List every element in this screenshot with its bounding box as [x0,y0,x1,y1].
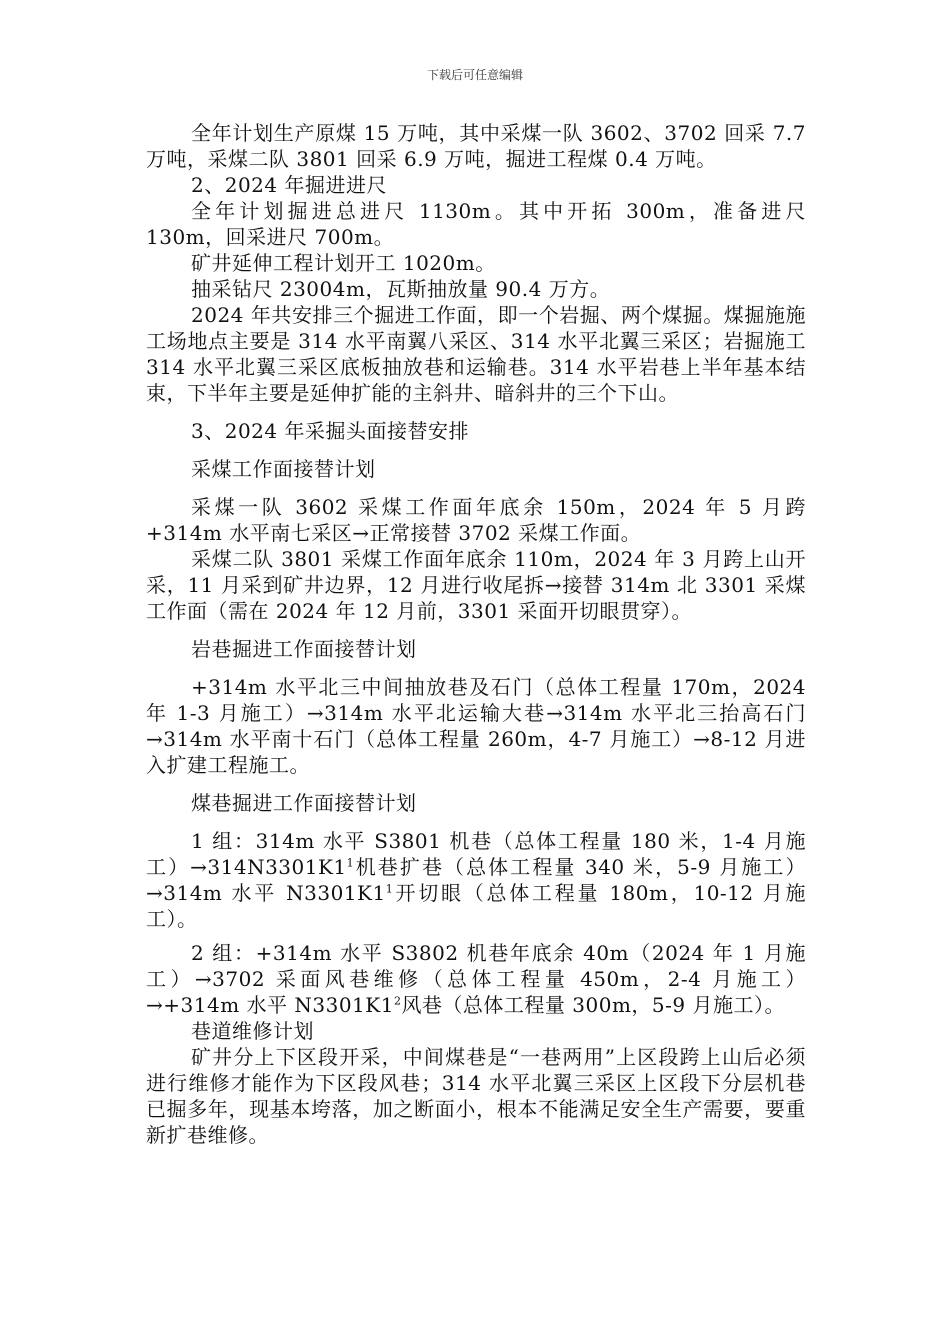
group2-text-b: 风巷（总体工程量 300m，5-9 月施工）。 [401,993,785,1017]
page-header-note: 下载后可任意编辑 [426,68,523,82]
paragraph-group1 [146,828,806,932]
group1-superscript-b: 1 [385,882,394,896]
group2-superscript: 2 [393,994,402,1008]
paragraph-mine-extension: 矿井延伸工程计划开工 1020m。 [191,251,496,275]
paragraph-team2-face: 采煤二队 3801 采煤工作面年底余 110m，2024 年 3 月跨上山开采，11 月采到矿井边界，12 月进行收尾拆→接替 314m 北 3301 采煤工作面（需在 2024 年 12 月前，3301 采面开切眼贯穿）。 [146,547,806,623]
heading-tunneling-footage: 2、2024 年掘进进尺 [191,173,387,197]
subheading-coal-roadway-plan: 煤巷掘进工作面接替计划 [191,791,417,815]
paragraph-roadway-maintenance: 矿井分上下区段开采，中间煤巷是“一巷两用”上区段跨上山后必须进行维修才能作为下区段风巷；314 水平北翼三采区上区段下分层机巷已掘多年，现基本垮落，加之断面小，根本不能满足安全生产需要，要重新扩巷维修。 [146,1045,806,1147]
document-body [146,120,806,1148]
paragraph-team1-face: 采煤一队 3602 采煤工作面年底余 150m，2024 年 5 月跨 +314m 水平南七采区→正常接替 3702 采煤工作面。 [146,495,806,545]
paragraph-rock-roadway: +314m 水平北三中间抽放巷及石门（总体工程量 170m，2024 年 1-3 月施工）→314m 水平北运输大巷→314m 水平北三抬高石门→314m 水平南十石门（总体工程量 260m，4-7 月施工）→8-12 月进入扩建工程施工。 [146,675,806,777]
group2-text-a: 2 组：+314m 水平 S3802 机巷年底余 40m（2024 年 1 月施工）→3702 采面风巷维修（总体工程量 450m，2-4 月施工）→+314m 水平 N3301K1 [146,941,806,1017]
subheading-coal-face-plan: 采煤工作面接替计划 [191,457,376,481]
group1-superscript-a: 1 [346,856,355,870]
group1-text-c: 开切眼（总体工程量 180m，10-12 月施工）。 [146,881,806,931]
group1-text-a: 1 组：314m 水平 S3801 机巷（总体工程量 180 米，1-4 月施工）→314N3301K1 [146,829,806,879]
group1-text-b: 机巷扩巷（总体工程量 340 米，5-9 月施工）→314m 水平 N3301K1 [146,855,807,905]
paragraph-group2 [146,940,806,1018]
paragraph-working-faces: 2024 年共安排三个掘进工作面，即一个岩掘、两个煤掘。煤掘施施工场地点主要是 314 水平南翼八采区、314 水平北翼三采区；岩掘施工 314 水平北翼三采区底板抽放巷和运输巷。314 水平岩巷上半年基本结束，下半年主要是延伸扩能的主斜井、暗斜井的三个下山。 [146,303,806,405]
subheading-rock-roadway-plan: 岩巷掘进工作面接替计划 [191,637,417,661]
paragraph-tunneling-total: 全年计划掘进总进尺 1130m。其中开拓 300m，准备进尺 130m，回采进尺 700m。 [146,199,806,249]
paragraph-coal-production: 全年计划生产原煤 15 万吨，其中采煤一队 3602、3702 回采 7.7 万吨，采煤二队 3801 回采 6.9 万吨，掘进工程煤 0.4 万吨。 [146,121,806,171]
heading-face-succession: 3、2024 年采掘头面接替安排 [191,419,469,443]
subheading-roadway-maintenance: 巷道维修计划 [191,1019,314,1043]
paragraph-drainage-drilling: 抽采钻尺 23004m，瓦斯抽放量 90.4 万方。 [191,277,611,301]
